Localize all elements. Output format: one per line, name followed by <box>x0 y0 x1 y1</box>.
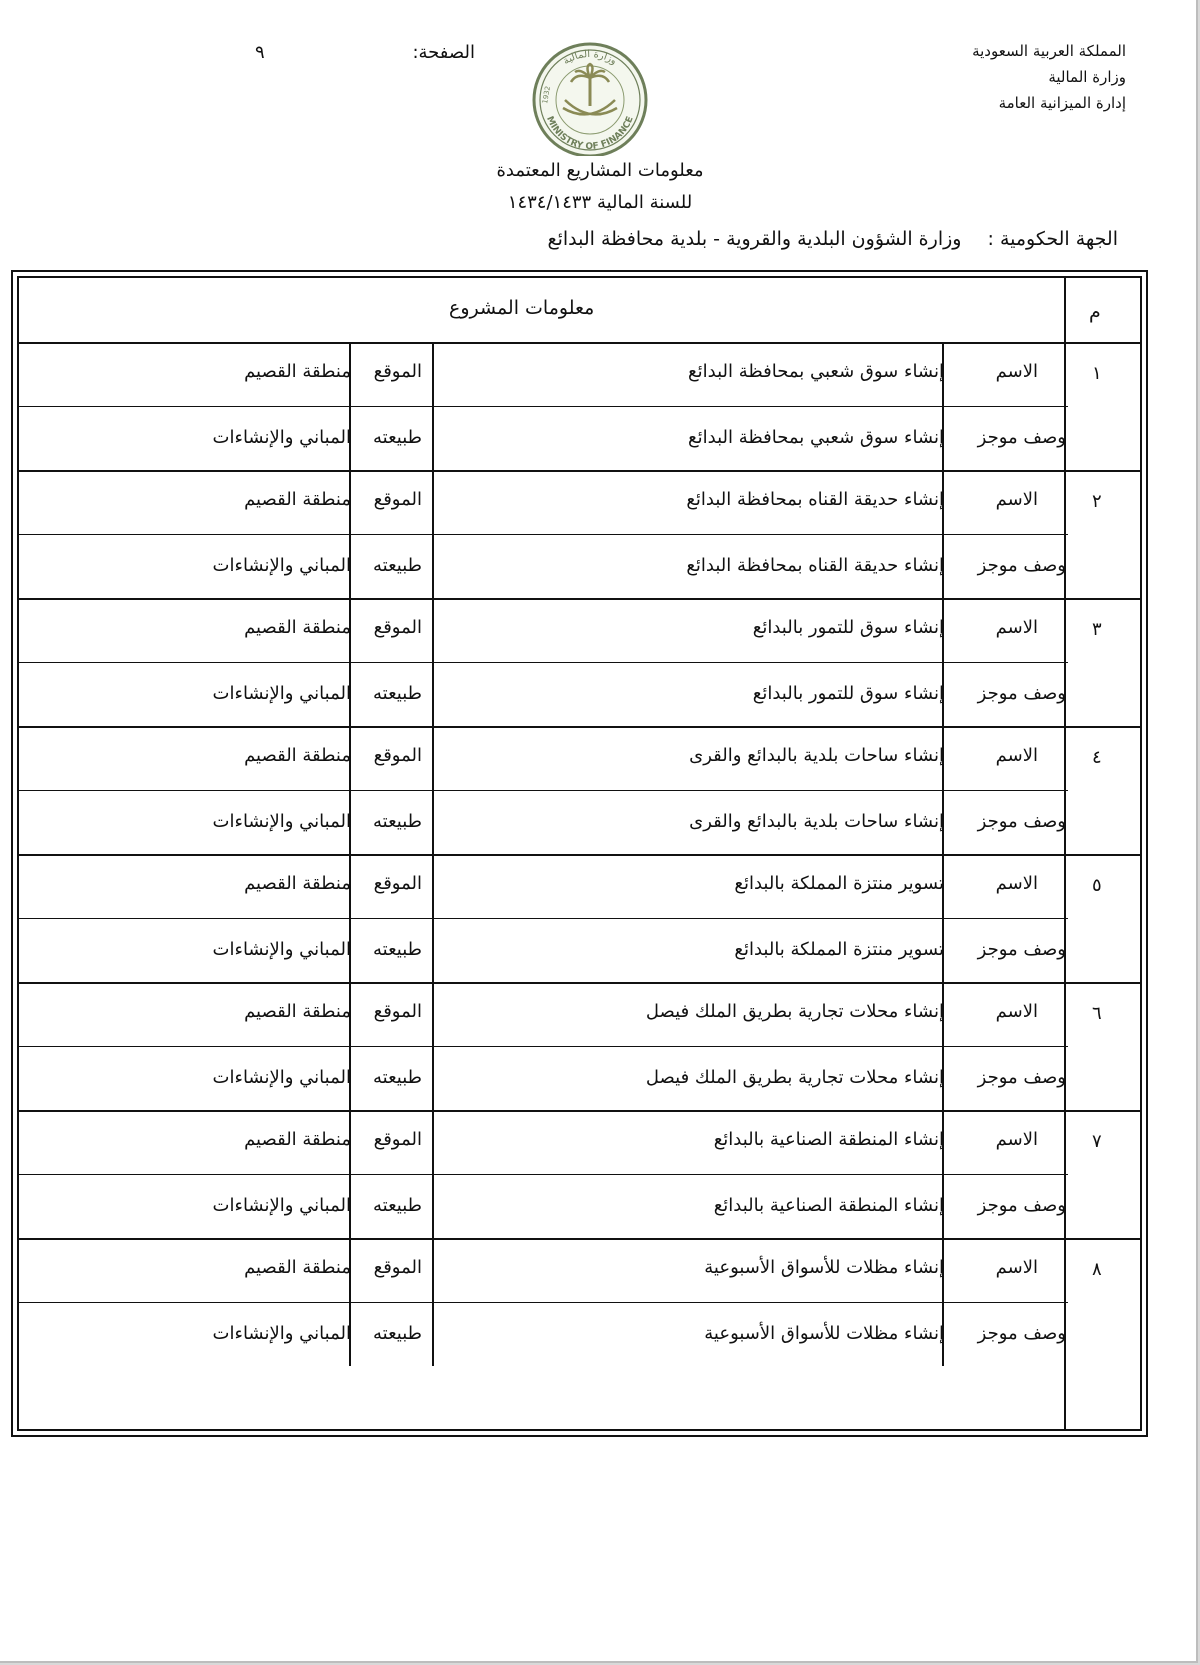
project-nature: المباني والإنشاءات <box>212 1067 351 1088</box>
project-desc: إنشاء حديقة القناه بمحافظة البدائع <box>686 555 944 576</box>
project-desc: تسوير منتزة المملكة بالبدائع <box>734 939 944 960</box>
label-nature: طبيعته <box>373 811 422 832</box>
row-number: ٧ <box>1092 1131 1102 1152</box>
project-location: منطقة القصيم <box>244 745 351 766</box>
ministry-seal-logo <box>525 38 655 156</box>
project-location: منطقة القصيم <box>244 1257 351 1278</box>
project-nature: المباني والإنشاءات <box>212 555 351 576</box>
row-number: ٨ <box>1092 1259 1102 1280</box>
label-name: الاسم <box>995 361 1038 382</box>
label-nature: طبيعته <box>373 1067 422 1088</box>
country-name: المملكة العربية السعودية <box>972 42 1126 60</box>
government-entity <box>548 228 1119 250</box>
ministry-name: وزارة المالية <box>1048 68 1126 86</box>
label-location: الموقع <box>373 1001 422 1022</box>
project-nature: المباني والإنشاءات <box>212 811 351 832</box>
cell-divider <box>432 726 434 854</box>
project-location: منطقة القصيم <box>244 489 351 510</box>
row-number: ٥ <box>1092 875 1102 896</box>
label-location: الموقع <box>373 489 422 510</box>
page-label: الصفحة: <box>412 42 475 63</box>
projects-table <box>11 270 1148 1437</box>
row-divider <box>19 470 1140 472</box>
department-name: إدارة الميزانية العامة <box>998 94 1126 112</box>
project-name: إنشاء المنطقة الصناعية بالبدائع <box>713 1129 944 1150</box>
letterhead <box>972 38 1126 116</box>
subrow-divider <box>19 918 1068 919</box>
subrow-divider <box>19 790 1068 791</box>
cell-divider <box>432 598 434 726</box>
label-nature: طبيعته <box>373 555 422 576</box>
projects-table-grid <box>17 276 1142 1431</box>
cell-divider <box>432 1110 434 1238</box>
cell-divider <box>432 854 434 982</box>
subrow-divider <box>19 1302 1068 1303</box>
row-number: ٣ <box>1092 619 1102 640</box>
label-location: الموقع <box>373 1129 422 1150</box>
project-location: منطقة القصيم <box>244 361 351 382</box>
project-desc: إنشاء المنطقة الصناعية بالبدائع <box>713 1195 944 1216</box>
subrow-divider <box>19 534 1068 535</box>
project-name: إنشاء ساحات بلدية بالبدائع والقرى <box>689 745 944 766</box>
project-name: إنشاء حديقة القناه بمحافظة البدائع <box>686 489 944 510</box>
project-name: إنشاء محلات تجارية بطريق الملك فيصل <box>645 1001 944 1022</box>
row-divider <box>19 342 1140 344</box>
label-location: الموقع <box>373 745 422 766</box>
row-divider <box>19 1238 1140 1240</box>
label-name: الاسم <box>995 1129 1038 1150</box>
row-divider <box>19 854 1140 856</box>
label-location: الموقع <box>373 873 422 894</box>
row-divider <box>19 726 1140 728</box>
label-desc: وصف موجز <box>977 1323 1066 1344</box>
label-desc: وصف موجز <box>977 427 1066 448</box>
label-desc: وصف موجز <box>977 1195 1066 1216</box>
label-desc: وصف موجز <box>977 939 1066 960</box>
label-nature: طبيعته <box>373 1323 422 1344</box>
project-desc: إنشاء محلات تجارية بطريق الملك فيصل <box>645 1067 944 1088</box>
label-name: الاسم <box>995 1257 1038 1278</box>
label-desc: وصف موجز <box>977 1067 1066 1088</box>
project-location: منطقة القصيم <box>244 873 351 894</box>
project-name: إنشاء سوق شعبي بمحافظة البدائع <box>688 361 944 382</box>
project-desc: إنشاء مظلات للأسواق الأسبوعية <box>704 1323 944 1344</box>
project-desc: إنشاء سوق شعبي بمحافظة البدائع <box>688 427 944 448</box>
project-nature: المباني والإنشاءات <box>212 683 351 704</box>
label-name: الاسم <box>995 489 1038 510</box>
label-desc: وصف موجز <box>977 811 1066 832</box>
entity-label: الجهة الحكومية : <box>987 228 1118 250</box>
row-number: ٦ <box>1092 1003 1102 1024</box>
project-name: إنشاء مظلات للأسواق الأسبوعية <box>704 1257 944 1278</box>
entity-value: وزارة الشؤون البلدية والقروية - بلدية محافظة البدائع <box>547 228 962 250</box>
project-desc: إنشاء سوق للتمور بالبدائع <box>752 683 944 704</box>
row-divider <box>19 1110 1140 1112</box>
subrow-divider <box>19 1046 1068 1047</box>
subrow-divider <box>19 662 1068 663</box>
label-location: الموقع <box>373 617 422 638</box>
fiscal-year: للسنة المالية ١٤٣٤/١٤٣٣ <box>507 192 693 213</box>
label-location: الموقع <box>373 1257 422 1278</box>
svg-text:1932: 1932 <box>541 85 553 105</box>
label-name: الاسم <box>995 1001 1038 1022</box>
label-name: الاسم <box>995 745 1038 766</box>
project-name: تسوير منتزة المملكة بالبدائع <box>734 873 944 894</box>
subrow-divider <box>19 1174 1068 1175</box>
project-name: إنشاء سوق للتمور بالبدائع <box>752 617 944 638</box>
project-nature: المباني والإنشاءات <box>212 1323 351 1344</box>
project-location: منطقة القصيم <box>244 617 351 638</box>
project-desc: إنشاء ساحات بلدية بالبدائع والقرى <box>689 811 944 832</box>
cell-divider <box>432 1238 434 1366</box>
label-desc: وصف موجز <box>977 555 1066 576</box>
row-divider <box>19 982 1140 984</box>
document-title: معلومات المشاريع المعتمدة <box>496 160 704 181</box>
label-nature: طبيعته <box>373 1195 422 1216</box>
label-nature: طبيعته <box>373 683 422 704</box>
label-name: الاسم <box>995 617 1038 638</box>
svg-text:MINISTRY OF FINANCE: MINISTRY OF FINANCE <box>544 115 636 153</box>
project-nature: المباني والإنشاءات <box>212 1195 351 1216</box>
label-nature: طبيعته <box>373 939 422 960</box>
label-desc: وصف موجز <box>977 683 1066 704</box>
row-divider <box>19 598 1140 600</box>
subrow-divider <box>19 406 1068 407</box>
header-number: م <box>1089 301 1101 323</box>
cell-divider <box>432 470 434 598</box>
project-location: منطقة القصيم <box>244 1001 351 1022</box>
row-number: ٢ <box>1092 491 1102 512</box>
label-nature: طبيعته <box>373 427 422 448</box>
project-location: منطقة القصيم <box>244 1129 351 1150</box>
project-nature: المباني والإنشاءات <box>212 427 351 448</box>
svg-text:وزارة المالية: وزارة المالية <box>561 48 619 68</box>
page-number: ٩ <box>255 42 265 63</box>
row-number: ١ <box>1092 363 1102 384</box>
cell-divider <box>432 342 434 470</box>
header-project-info: معلومات المشروع <box>449 297 595 319</box>
label-name: الاسم <box>995 873 1038 894</box>
project-nature: المباني والإنشاءات <box>212 939 351 960</box>
cell-divider <box>432 982 434 1110</box>
row-number: ٤ <box>1092 747 1102 768</box>
label-location: الموقع <box>373 361 422 382</box>
